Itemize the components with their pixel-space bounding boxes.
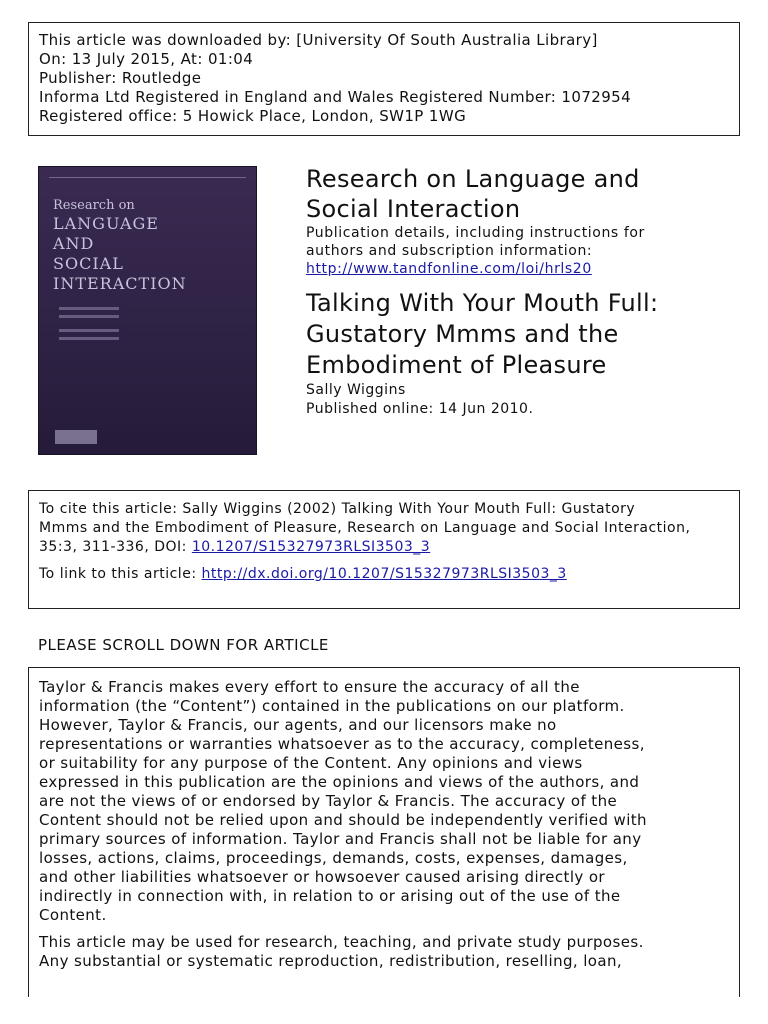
disclaimer-box: [28, 667, 740, 997]
registration-line: Informa Ltd Registered in England and Wales Registered Number: 1072954: [39, 88, 632, 106]
disclaimer-line: This article may be used for research, teaching, and private study purposes.: [39, 933, 644, 951]
citation-doi-line: [39, 538, 729, 557]
article-title-line: Talking With Your Mouth Full:: [306, 289, 659, 317]
doi-link[interactable]: 10.1207/S15327973RLSI3503_3: [191, 539, 431, 555]
registered-office-line: Registered office: 5 Howick Place, London, SW1P 1WG: [39, 107, 467, 125]
disclaimer-line: Content should not be relied upon and should be independently verified with: [39, 811, 647, 829]
cover-title-small: Research on: [53, 198, 135, 213]
disclaimer-line: and other liabilities whatsoever or howsoever caused arising directly or: [39, 868, 605, 886]
journal-title-line: Social Interaction: [306, 195, 521, 223]
disclaimer-line: indirectly in connection with, in relation to or arising out of the use of the: [39, 887, 621, 905]
disclaimer-line: primary sources of information. Taylor and Francis shall not be liable for any: [39, 830, 642, 848]
cover-title-line: INTERACTION: [53, 274, 187, 293]
disclaimer-line: losses, actions, claims, proceedings, demands, costs, expenses, damages,: [39, 849, 628, 867]
citation-prefix: 35:3, 311-336, DOI:: [39, 539, 192, 555]
publisher-line: Publisher: Routledge: [39, 69, 202, 87]
link-label: To link to this article:: [39, 566, 202, 582]
author-name: Sally Wiggins: [306, 382, 406, 398]
cover-small-print: [59, 307, 119, 310]
publisher-logo-icon: [55, 430, 97, 444]
disclaimer-line: Taylor & Francis makes every effort to ensure the accuracy of all the: [39, 678, 580, 696]
article-doi-url-link[interactable]: http://dx.doi.org/10.1207/S15327973RLSI3503_3: [201, 566, 567, 582]
disclaimer-line: are not the views of or endorsed by Taylor & Francis. The accuracy of the: [39, 792, 618, 810]
disclaimer-paragraph-1: [39, 678, 729, 925]
cover-title-line: LANGUAGE: [53, 214, 159, 233]
publication-info: [306, 164, 736, 419]
article-meta: [306, 381, 736, 419]
article-title: [306, 288, 736, 381]
citation-box: [28, 490, 740, 609]
disclaimer-line: information (the “Content”) contained in the publications on our platform.: [39, 697, 625, 715]
cover-title-line: AND: [53, 234, 95, 253]
download-date-line: On: 13 July 2015, At: 01:04: [39, 50, 254, 68]
citation-line: Mmms and the Embodiment of Pleasure, Research on Language and Social Interaction,: [39, 520, 691, 536]
disclaimer-paragraph-2: [39, 933, 729, 971]
journal-title-line: Research on Language and: [306, 165, 640, 193]
disclaimer-line: Any substantial or systematic reproduction, redistribution, reselling, loan,: [39, 952, 623, 970]
journal-url-link[interactable]: http://www.tandfonline.com/loi/hrls20: [306, 261, 592, 277]
citation-line: To cite this article: Sally Wiggins (2002) Talking With Your Mouth Full: Gustatory: [39, 501, 636, 517]
details-line: authors and subscription information:: [306, 243, 593, 259]
details-line: Publication details, including instructions for: [306, 225, 645, 241]
cover-title-line: SOCIAL: [53, 254, 124, 273]
disclaimer-line: representations or warranties whatsoever as to the accuracy, completeness,: [39, 735, 645, 753]
published-date: Published online: 14 Jun 2010.: [306, 401, 534, 417]
journal-title: [306, 164, 736, 224]
journal-cover-image: [38, 166, 257, 455]
publication-details: [306, 224, 736, 278]
disclaimer-line: However, Taylor & Francis, our agents, and our licensors make no: [39, 716, 557, 734]
article-title-line: Gustatory Mmms and the: [306, 320, 619, 348]
download-line: This article was downloaded by: [University Of South Australia Library]: [39, 31, 598, 49]
scroll-notice: PLEASE SCROLL DOWN FOR ARTICLE: [38, 636, 329, 654]
cover-top-rule: [49, 177, 246, 182]
disclaimer-line: or suitability for any purpose of the Content. Any opinions and views: [39, 754, 583, 772]
disclaimer-line: Content.: [39, 906, 107, 924]
cover-title: [53, 197, 253, 294]
article-link-row: [39, 565, 729, 584]
article-title-line: Embodiment of Pleasure: [306, 351, 607, 379]
download-info-box: [28, 22, 740, 136]
disclaimer-line: expressed in this publication are the opinions and views of the authors, and: [39, 773, 640, 791]
